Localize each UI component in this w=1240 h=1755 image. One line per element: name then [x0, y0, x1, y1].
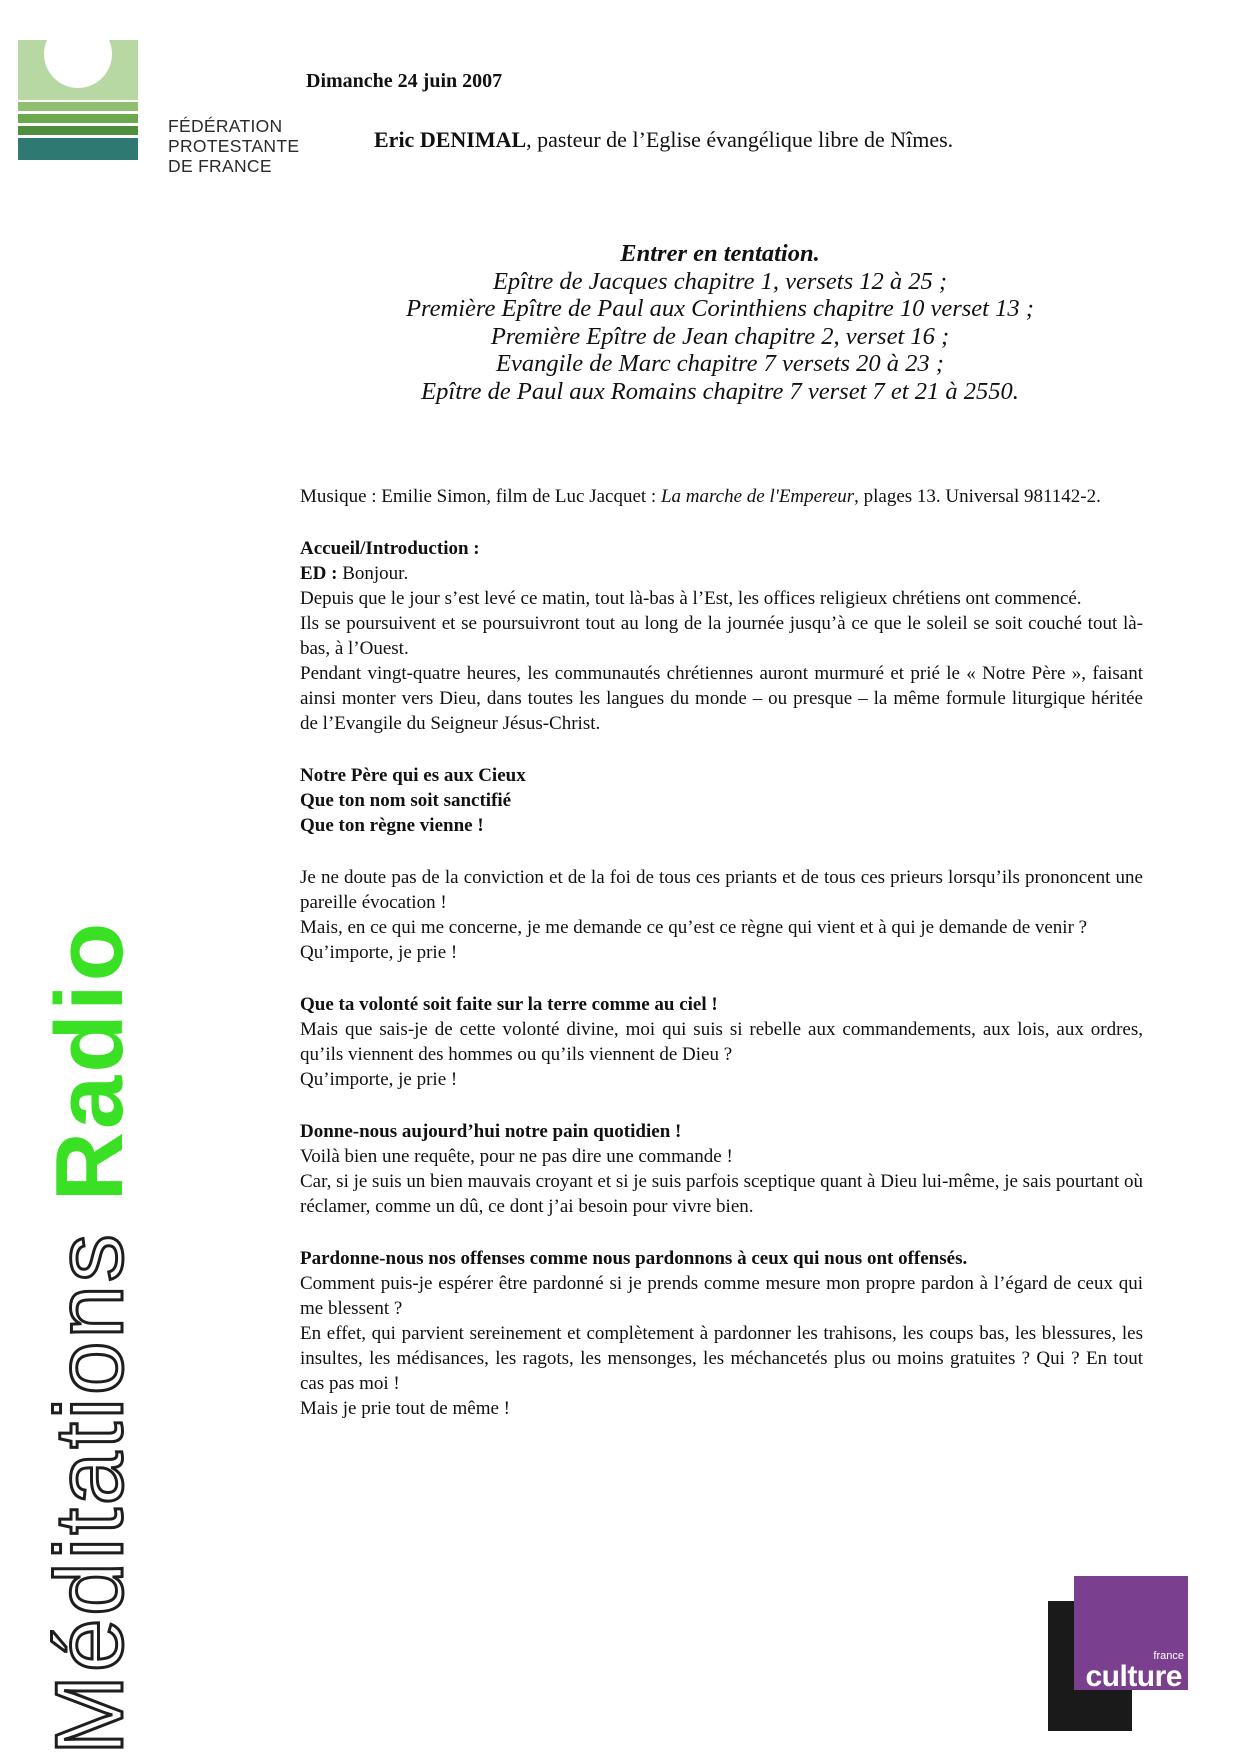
sermon-titles: [300, 240, 1140, 405]
paragraph: En effet, qui parvient sereinement et complètement à pardonner les trahisons, les coups bas, les blessures, les insultes, les médisances, les ragots, les mensonges, les méchancetés plus ou moins gratuites ? Qui ? En tout cas pas moi !: [300, 1323, 1143, 1394]
music-album: La marche de l'Empereur: [660, 486, 855, 507]
paragraph: Qu’importe, je prie !: [300, 1069, 458, 1090]
side-title-part2: Radio: [36, 919, 143, 1202]
scripture-ref: Evangile de Marc chapitre 7 versets 20 à 23 ;: [496, 350, 944, 377]
paragraph: Mais que sais-je de cette volonté divine, moi qui suis si rebelle aux commandements, aux lois, aux ordres, qu’ils viennent des hommes ou qu’ils viennent de Dieu ?: [300, 1019, 1143, 1065]
prayer-line: Que ton règne vienne !: [300, 815, 484, 836]
scripture-ref: Epître de Jacques chapitre 1, versets 12 à 25 ;: [492, 267, 948, 295]
paragraph: Pendant vingt-quatre heures, les communautés chrétiennes auront murmuré et prié le « Notre Père », faisant ainsi monter vers Dieu, dans toutes les langues du monde – ou presque – la même formule liturgique héritée de l’Evangile du Seigneur Jésus-Christ.: [300, 663, 1143, 734]
author-name: Eric DENIMAL: [374, 127, 527, 152]
paragraph: Mais je prie tout de même !: [300, 1398, 510, 1419]
side-title-part1: Méditations: [36, 1201, 143, 1755]
logo-text-culture: culture: [1085, 1660, 1182, 1693]
ed-text: Bonjour.: [337, 563, 409, 584]
scripture-ref: Première Epître de Jean chapitre 2, verset 16 ;: [490, 322, 950, 350]
paragraph: Voilà bien une requête, pour ne pas dire une commande !: [300, 1146, 733, 1167]
author-line: [374, 127, 953, 153]
logo-text-france: france: [1153, 1650, 1184, 1662]
paragraph: Car, si je suis un bien mauvais croyant et si je suis parfois sceptique quant à Dieu lui-même, je sais pourtant où réclamer, comme un dû, ce dont j’ai besoin pour vivre bien.: [300, 1171, 1143, 1217]
sermon-body: [300, 484, 1143, 1421]
fpf-org-name: [168, 116, 299, 176]
org-line-2: PROTESTANTE: [168, 136, 300, 156]
paragraph: Mais, en ce qui me concerne, je me demande ce qu’est ce règne qui vient et à qui je demande de venir ?: [300, 917, 1088, 938]
ed-label: ED :: [300, 563, 338, 584]
paragraph: Ils se poursuivent et se poursuivront tout au long de la journée jusqu’à ce que le soleil se soit couché tout là-bas, à l’Ouest.: [300, 613, 1143, 659]
intro-heading: Accueil/Introduction :: [300, 538, 480, 559]
scripture-ref: Première Epître de Paul aux Corinthiens chapitre 10 verset 13 ;: [406, 295, 1034, 322]
sermon-title: Entrer en tentation.: [620, 240, 820, 267]
music-prefix: Musique : Emilie Simon, film de Luc Jacquet :: [300, 486, 661, 507]
meditations-radio-vertical-title: [36, 260, 143, 1755]
paragraph: Depuis que le jour s’est levé ce matin, tout là-bas à l’Est, les offices religieux chrétiens ont commencé.: [300, 588, 1082, 609]
france-culture-logo: [1048, 1576, 1188, 1731]
org-line-1: FÉDÉRATION: [168, 116, 283, 136]
org-line-3: DE FRANCE: [168, 156, 272, 176]
section-heading: Pardonne-nous nos offenses comme nous pardonnons à ceux qui nous ont offensés.: [300, 1248, 968, 1269]
music-credit: [300, 484, 1143, 509]
paragraph: Comment puis-je espérer être pardonné si je prends comme mesure mon propre pardon à l’égard de ceux qui me blessent ?: [300, 1273, 1143, 1319]
scripture-ref: Epître de Paul aux Romains chapitre 7 verset 7 et 21 à 2550.: [421, 377, 1019, 405]
section-heading: Que ta volonté soit faite sur la terre comme au ciel !: [300, 994, 718, 1015]
paragraph: Je ne doute pas de la conviction et de la foi de tous ces priants et de tous ces prieurs lorsqu’ils prononcent une pareille évocation !: [300, 867, 1143, 913]
prayer-line: Notre Père qui es aux Cieux: [300, 765, 526, 786]
fpf-emblem-icon: [18, 40, 168, 165]
paragraph: Qu’importe, je prie !: [300, 942, 458, 963]
ed-line: [300, 561, 1143, 586]
author-role: , pasteur de l’Eglise évangélique libre de Nîmes.: [526, 127, 954, 152]
broadcast-date: Dimanche 24 juin 2007: [306, 70, 503, 92]
section-heading: Donne-nous aujourd’hui notre pain quotidien !: [300, 1121, 682, 1142]
prayer-line: Que ton nom soit sanctifié: [300, 790, 512, 811]
music-suffix: , plages 13. Universal 981142-2.: [854, 486, 1101, 507]
